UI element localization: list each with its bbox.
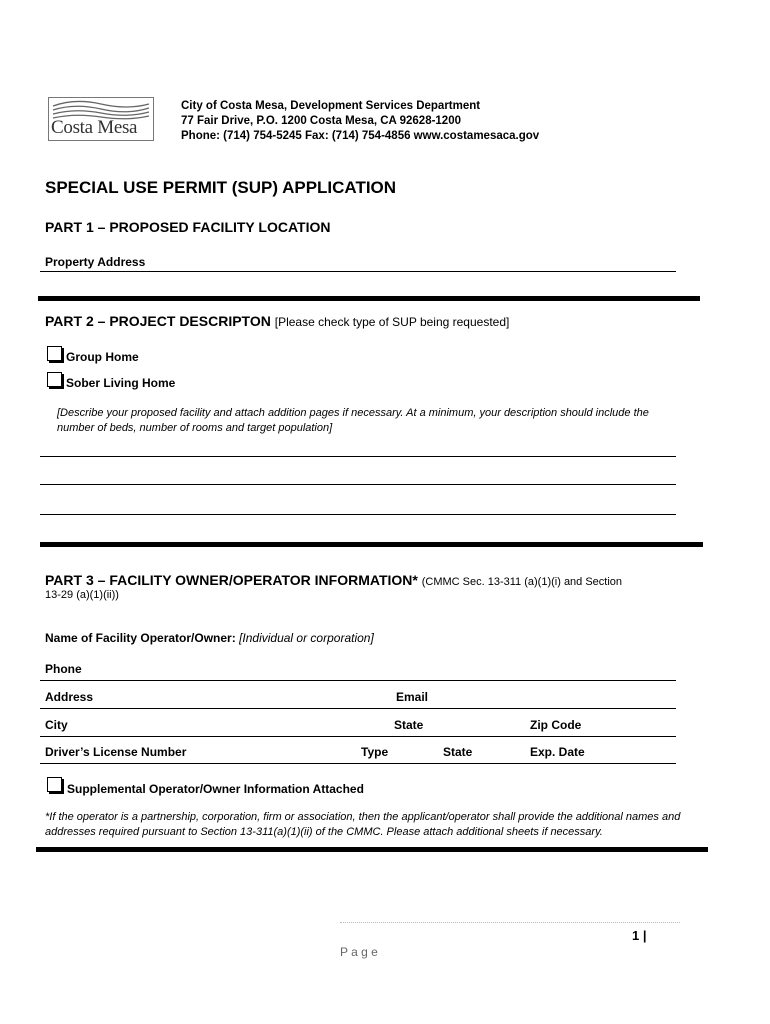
footer-rule bbox=[340, 922, 680, 923]
license-field[interactable] bbox=[40, 763, 676, 764]
group-home-checkbox[interactable] bbox=[47, 346, 62, 361]
page-number: 1 | bbox=[632, 928, 647, 943]
phone-field[interactable] bbox=[40, 680, 676, 681]
description-line-2[interactable] bbox=[40, 484, 676, 485]
logo-text: Costa Mesa bbox=[51, 117, 138, 138]
part2-heading-note: [Please check type of SUP being requested] bbox=[274, 315, 510, 329]
page-word: P a g e bbox=[340, 945, 378, 959]
operator-name-row bbox=[45, 631, 374, 645]
zip-label: Zip Code bbox=[530, 718, 582, 732]
header-address-block bbox=[181, 99, 539, 144]
header-address: 77 Fair Drive, P.O. 1200 Costa Mesa, CA 92628-1200 bbox=[181, 115, 461, 127]
property-address-field[interactable] bbox=[40, 271, 676, 272]
operator-footnote: *If the operator is a partnership, corporation, firm or association, then the applicant/operator shall provide the additional names and addresses required pursuant to Section 13-311(a)(1)(ii) of the CMMC. Please attach additional sheets if necessary. bbox=[45, 811, 681, 838]
exp-date-label: Exp. Date bbox=[530, 745, 585, 759]
city-state-zip-field[interactable] bbox=[40, 736, 676, 737]
description-line-1[interactable] bbox=[40, 456, 676, 457]
section-divider bbox=[36, 847, 708, 852]
section-divider bbox=[40, 542, 703, 547]
section-divider bbox=[38, 296, 700, 301]
address-email-field[interactable] bbox=[40, 708, 676, 709]
part3-heading-note-cont: 13-29 (a)(1)(ii)) bbox=[45, 589, 119, 601]
costa-mesa-logo bbox=[48, 97, 154, 141]
group-home-label: Group Home bbox=[66, 350, 139, 364]
sober-living-checkbox[interactable] bbox=[47, 372, 62, 387]
description-instructions: [Describe your proposed facility and attach addition pages if necessary. At a minimum, your description should include the number of beds, number of rooms and target population] bbox=[57, 407, 649, 434]
drivers-license-label: Driver’s License Number bbox=[45, 745, 187, 759]
property-address-label: Property Address bbox=[45, 255, 146, 269]
part3-heading-note: (CMMC Sec. 13-311 (a)(1)(i) and Section bbox=[421, 576, 623, 588]
header-department: City of Costa Mesa, Development Services Department bbox=[181, 100, 481, 112]
sober-living-label: Sober Living Home bbox=[66, 376, 176, 390]
part2-heading bbox=[45, 313, 509, 329]
operator-name-label: Name of Facility Operator/Owner: bbox=[45, 631, 236, 645]
supplemental-label: Supplemental Operator/Owner Information Attached bbox=[67, 782, 364, 796]
address-label: Address bbox=[45, 690, 94, 704]
operator-name-hint: [Individual or corporation] bbox=[239, 631, 374, 645]
part2-heading-text: PART 2 – PROJECT DESCRIPTON bbox=[45, 313, 271, 329]
supplemental-checkbox[interactable] bbox=[47, 777, 62, 792]
header-contact[interactable]: Phone: (714) 754-5245 Fax: (714) 754-4856 www.costamesaca.gov bbox=[181, 130, 540, 142]
phone-label: Phone bbox=[45, 662, 82, 676]
part3-heading-text: PART 3 – FACILITY OWNER/OPERATOR INFORMATION* bbox=[45, 572, 418, 588]
email-label: Email bbox=[396, 690, 429, 704]
page-title: SPECIAL USE PERMIT (SUP) APPLICATION bbox=[45, 178, 397, 197]
part1-heading: PART 1 – PROPOSED FACILITY LOCATION bbox=[45, 219, 331, 235]
part3-heading bbox=[45, 572, 685, 590]
description-line-3[interactable] bbox=[40, 514, 676, 515]
city-label: City bbox=[45, 718, 68, 732]
license-state-label: State bbox=[443, 745, 473, 759]
state-label: State bbox=[394, 718, 424, 732]
type-label: Type bbox=[361, 745, 389, 759]
